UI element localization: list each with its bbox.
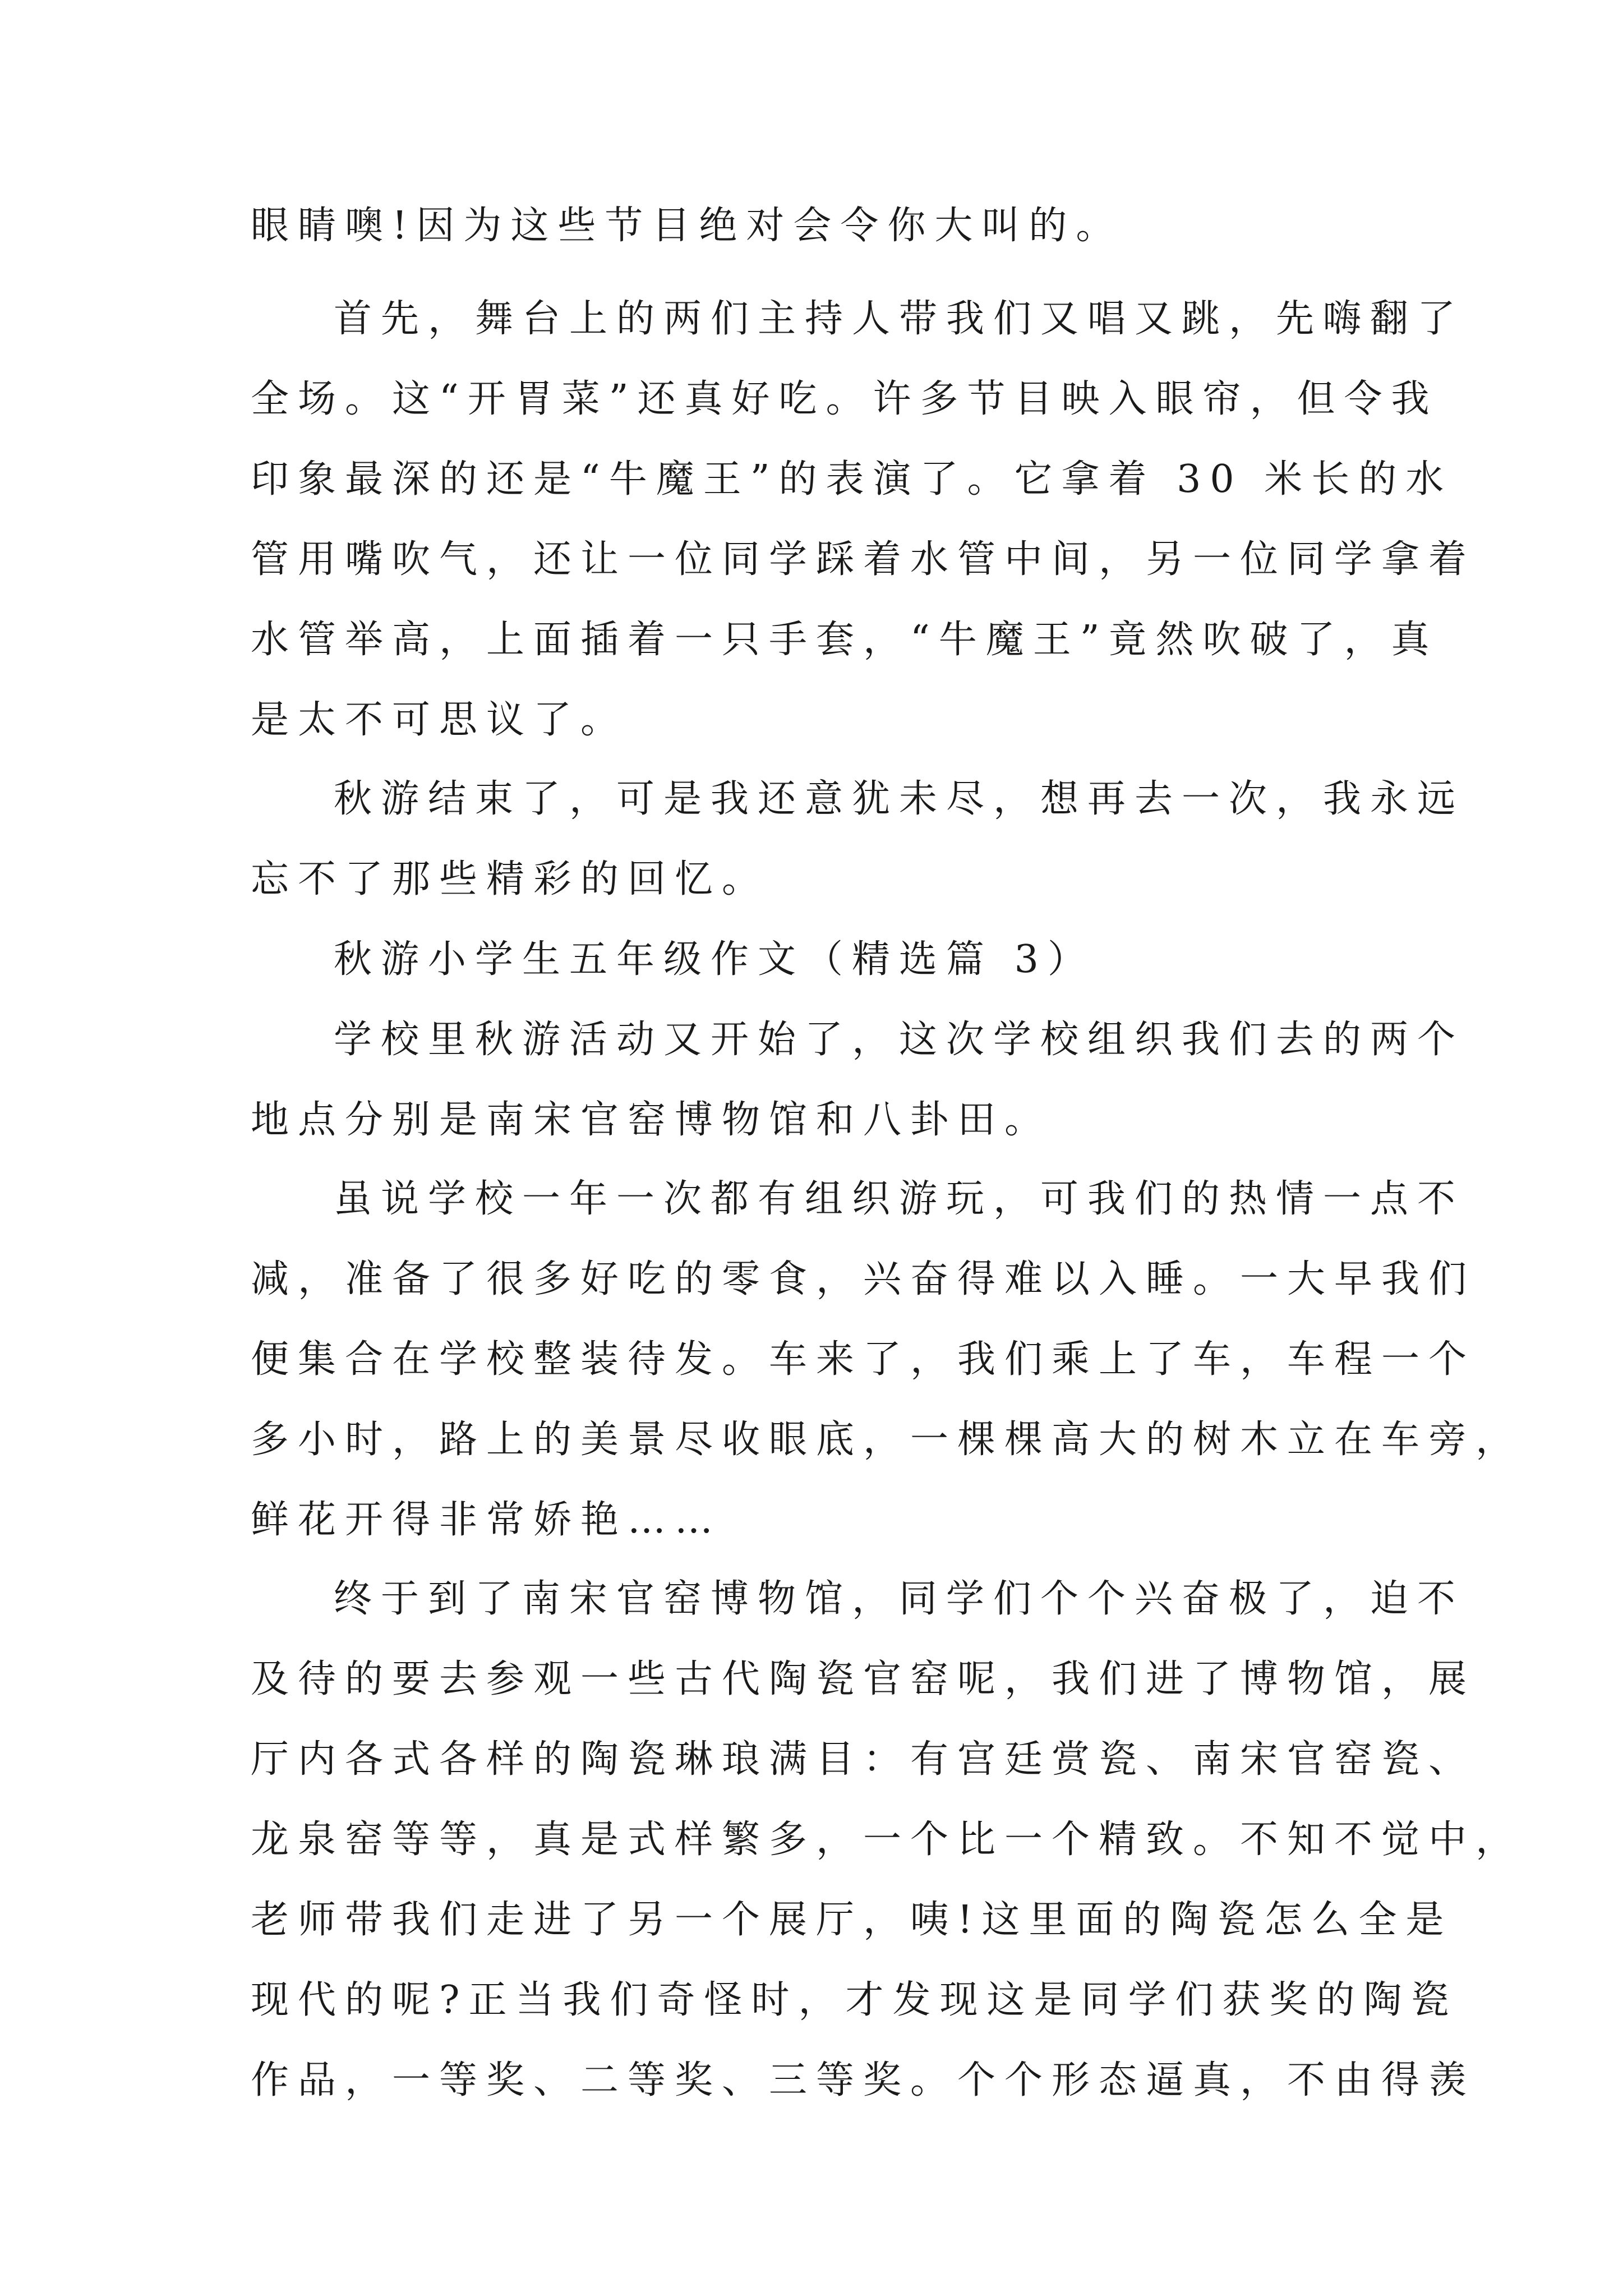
text-line: 老师带我们走进了另一个展厅，咦!这里面的陶瓷怎么全是 — [251, 1898, 1453, 1942]
text-line: 便集合在学校整装待发。车来了，我们乘上了车，车程一个 — [251, 1337, 1476, 1382]
text-line: 管用嘴吹气，还让一位同学踩着水管中间，另一位同学拿着 — [251, 537, 1476, 582]
text-line: 龙泉窑等等，真是式样繁多，一个比一个精致。不知不觉中， — [251, 1818, 1523, 1862]
text-line: 首先，舞台上的两们主持人带我们又唱又跳，先嗨翻了 — [334, 297, 1465, 341]
text-line: 地点分别是南宋官窑博物馆和八卦田。 — [251, 1098, 1052, 1142]
text-line: 作品，一等奖、二等奖、三等奖。个个形态逼真，不由得羡 — [251, 2058, 1476, 2102]
text-line: 眼睛噢!因为这些节目绝对会令你大叫的。 — [251, 204, 1123, 248]
section-heading: 秋游小学生五年级作文（精选篇 3） — [334, 937, 1095, 982]
text-line: 忘不了那些精彩的回忆。 — [251, 857, 769, 901]
text-line: 厅内各式各样的陶瓷琳琅满目：有宫廷赏瓷、南宋官窑瓷、 — [251, 1737, 1476, 1782]
text-line: 学校里秋游活动又开始了，这次学校组织我们去的两个 — [334, 1018, 1465, 1062]
text-line: 及待的要去参观一些古代陶瓷官窑呢，我们进了博物馆，展 — [251, 1657, 1476, 1701]
text-line: 终于到了南宋官窑博物馆，同学们个个兴奋极了，迫不 — [334, 1577, 1465, 1621]
text-line: 秋游结束了，可是我还意犹未尽，想再去一次，我永远 — [334, 777, 1465, 821]
text-line: 多小时，路上的美景尽收眼底，一棵棵高大的树木立在车旁， — [251, 1418, 1523, 1462]
text-line: 印象最深的还是“牛魔王”的表演了。它拿着 30 米长的水 — [251, 457, 1453, 501]
text-line: 减，准备了很多好吃的零食，兴奋得难以入睡。一大早我们 — [251, 1257, 1476, 1301]
text-line: 现代的呢?正当我们奇怪时，才发现这是同学们获奖的陶瓷 — [251, 1978, 1458, 2022]
text-line: 是太不可思议了。 — [251, 698, 628, 742]
text-line: 水管举高，上面插着一只手套，“牛魔王”竟然吹破了，真 — [251, 618, 1438, 662]
text-line: 鲜花开得非常娇艳…… — [251, 1498, 722, 1542]
text-line: 全场。这“开胃菜”还真好吃。许多节目映入眼帘，但令我 — [251, 377, 1438, 421]
text-line: 虽说学校一年一次都有组织游玩，可我们的热情一点不 — [334, 1177, 1465, 1221]
